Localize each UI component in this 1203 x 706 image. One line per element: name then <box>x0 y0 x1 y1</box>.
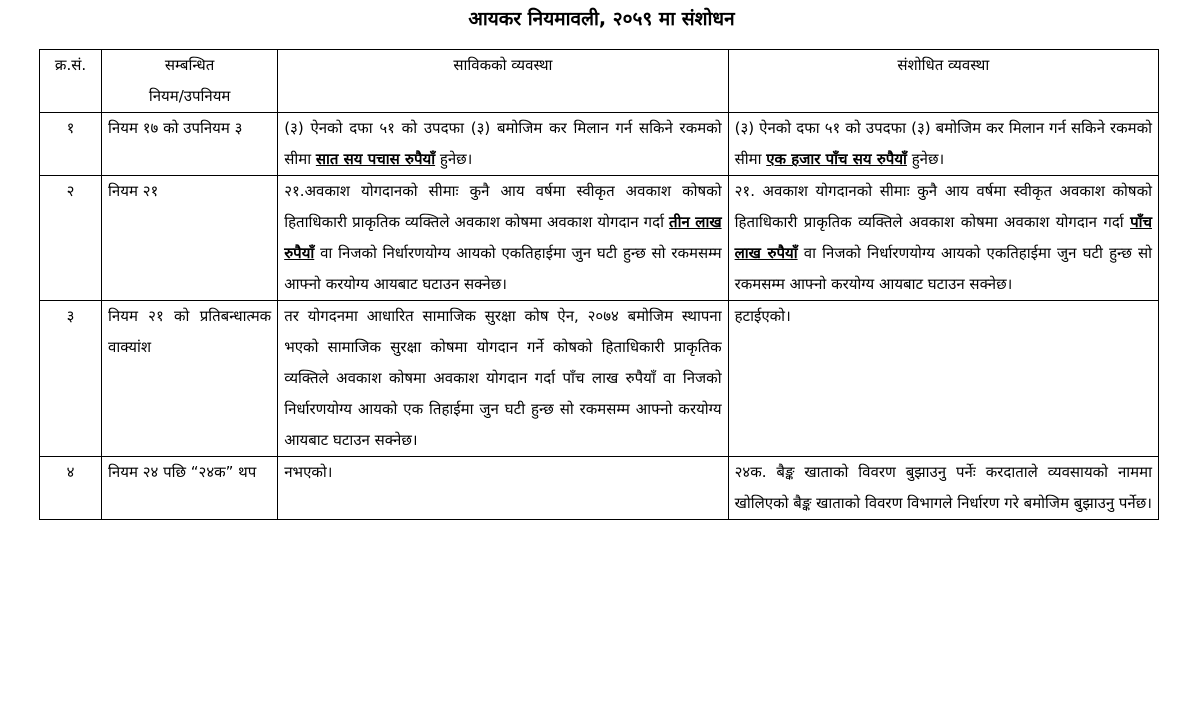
row-rule: नियम २१ को प्रतिबन्धात्मक वाक्यांश <box>102 301 278 457</box>
header-old-provision: साविकको व्यवस्था <box>278 50 728 113</box>
table-row <box>40 113 1159 176</box>
new-text-post: वा निजको निर्धारणयोग्य आयको एकतिहाईमा जुन घटी हुन्छ सो रकमसम्म आफ्नो करयोग्य आयबाट घटाउन सक्नेछ। <box>734 244 1153 293</box>
table-row <box>40 457 1159 520</box>
new-text-pre: २१. अवकाश योगदानको सीमाः कुनै आय वर्षमा स्वीकृत अवकाश कोषको हिताधिकारी प्राकृतिक व्यक्तिले अवकाश कोषमा अवकाश योगदान गर्दा <box>734 182 1152 231</box>
new-highlight: पाँच लाख रुपैयाँ <box>734 213 1152 262</box>
old-highlight: सात सय पचास रुपैयाँ <box>315 150 436 168</box>
row-new-provision: २४क. बैङ्क खाताको विवरण बुझाउनु पर्नेः करदाताले व्यवसायको नाममा खोलिएको बैङ्क खाताको विवरण विभागले निर्धारण गरे बमोजिम बुझाउनु पर्नेछ। <box>728 457 1158 520</box>
row-new-provision <box>728 113 1158 176</box>
new-text-pre: (३) ऐनको दफा ५१ को उपदफा (३) बमोजिम कर मिलान गर्न सकिने रकमको सीमा <box>734 119 1152 168</box>
table-row <box>40 176 1159 301</box>
old-text-pre: २१.अवकाश योगदानको सीमाः कुनै आय वर्षमा स्वीकृत अवकाश कोषको हिताधिकारी प्राकृतिक व्यक्तिले अवकाश कोषमा अवकाश योगदान गर्दा <box>284 182 722 231</box>
row-sn: ३ <box>40 301 102 457</box>
row-rule: नियम २१ <box>102 176 278 301</box>
row-old-provision <box>278 113 728 176</box>
row-sn: २ <box>40 176 102 301</box>
row-new-provision: हटाईएको। <box>728 301 1158 457</box>
row-old-provision <box>278 176 728 301</box>
header-rule-line2: नियम/उपनियम <box>148 87 231 105</box>
row-rule: नियम १७ को उपनियम ३ <box>102 113 278 176</box>
row-rule: नियम २४ पछि “२४क” थप <box>102 457 278 520</box>
table-row <box>40 301 1159 457</box>
row-new-provision <box>728 176 1158 301</box>
header-rule <box>102 50 278 113</box>
new-highlight: एक हजार पाँच सय रुपैयाँ <box>766 150 907 168</box>
row-sn: १ <box>40 113 102 176</box>
old-text-post: वा निजको निर्धारणयोग्य आयको एकतिहाईमा जुन घटी हुन्छ सो रकमसम्म आफ्नो करयोग्य आयबाट घटाउन सक्नेछ। <box>284 244 722 293</box>
table-header-row <box>40 50 1159 113</box>
header-sn: क्र.सं. <box>40 50 102 113</box>
new-text-post: हुनेछ। <box>906 150 945 168</box>
row-sn: ४ <box>40 457 102 520</box>
header-new-provision: संशोधित व्यवस्था <box>728 50 1158 113</box>
document-title: आयकर नियमावली, २०५९ मा संशोधन <box>468 8 735 30</box>
row-old-provision: तर योगदनमा आधारित सामाजिक सुरक्षा कोष ऐन, २०७४ बमोजिम स्थापना भएको सामाजिक सुरक्षा कोषमा योगदान गर्ने कोषको हिताधिकारी प्राकृतिक व्यक्तिले अवकाश कोषमा अवकाश योगदान गर्दा पाँच लाख रुपैयाँ वा निजको निर्धारणयोग्य आयको एक तिहाईमा जुन घटी हुन्छ सो रकमसम्म आफ्नो करयोग्य आयबाट घटाउन सक्नेछ। <box>278 301 728 457</box>
old-highlight: तीन लाख रुपैयाँ <box>284 213 722 262</box>
header-rule-line1: सम्बन्धित <box>164 56 215 74</box>
old-text-post: हुनेछ। <box>435 150 473 168</box>
row-old-provision: नभएको। <box>278 457 728 520</box>
amendment-table <box>39 49 1159 520</box>
old-text-pre: (३) ऐनको दफा ५१ को उपदफा (३) बमोजिम कर मिलान गर्न सकिने रकमको सीमा <box>284 119 722 168</box>
